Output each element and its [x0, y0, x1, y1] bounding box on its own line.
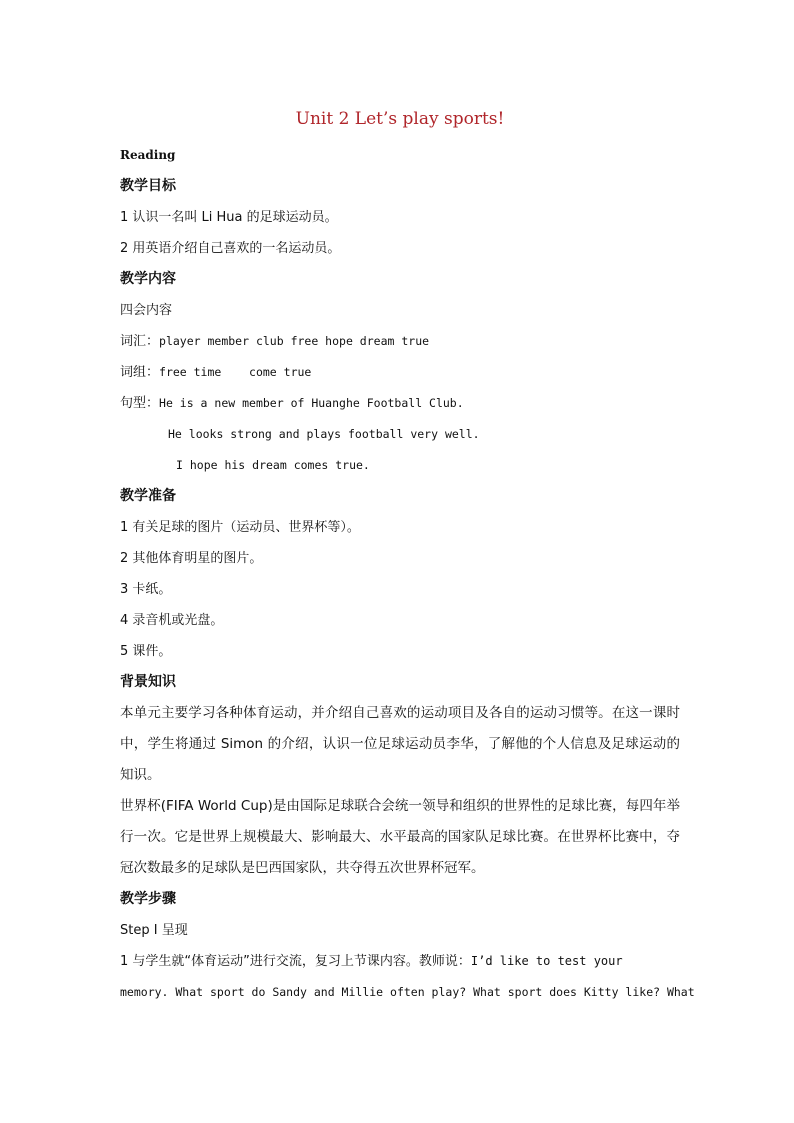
vocab-words: player member club free hope dream true	[159, 334, 430, 348]
vocab-label: 词汇：	[120, 334, 160, 349]
sentence-text: I hope his dream comes true.	[176, 458, 370, 472]
step-paragraph-line: memory. What sport do Sandy and Millie often play? What sport does Kitty like? What	[120, 985, 695, 999]
prep-item: 2 其他体育明星的图片。	[120, 551, 263, 566]
document-body	[120, 104, 695, 1008]
objectives-heading: 教学目标	[120, 178, 176, 194]
background-paragraph: 世界杯(FIFA World Cup)是由国际足球联合会统一领导和组织的世界性的足球比赛，每四年举行一次。它是世界上规模最大、影响最大、水平最高的国家队足球比赛。在世界杯比赛中，夺冠次数最多的足球队是巴西国家队，共夺得五次世界杯冠军。	[120, 798, 680, 876]
step-text-en: I’d like to test your	[470, 954, 623, 968]
content-heading: 教学内容	[120, 271, 176, 287]
step-text-cn: 1 与学生就“体育运动”进行交流，复习上节课内容。教师说：	[120, 954, 471, 969]
sentence-label: 句型：	[120, 396, 160, 411]
phrase-words: free time come true	[159, 365, 312, 379]
phrase-line	[120, 357, 680, 388]
prep-heading: 教学准备	[120, 488, 176, 504]
objective-item: 1 认识一名叫 Li Hua 的足球运动员。	[120, 210, 338, 225]
content-subheading: 四会内容	[120, 303, 173, 318]
phrase-label: 词组：	[120, 365, 160, 380]
sentence-text: He is a new member of Huanghe Football Club.	[159, 396, 464, 410]
page-title: Unit 2 Let’s play sports!	[295, 109, 505, 129]
sentence-text: He looks strong and plays football very well.	[168, 427, 480, 441]
section-label: Reading	[120, 148, 176, 162]
step-title: Step I 呈现	[120, 923, 188, 938]
steps-heading: 教学步骤	[120, 891, 176, 907]
prep-item: 1 有关足球的图片（运动员、世界杯等）。	[120, 520, 360, 535]
objective-item: 2 用英语介绍自己喜欢的一名运动员。	[120, 241, 341, 256]
prep-item: 4 录音机或光盘。	[120, 613, 224, 628]
step-paragraph-line	[120, 946, 680, 977]
prep-item: 3 卡纸。	[120, 582, 172, 597]
prep-item: 5 课件。	[120, 644, 172, 659]
background-heading: 背景知识	[120, 674, 176, 690]
vocab-line	[120, 326, 680, 357]
sentence-line	[120, 388, 680, 419]
background-paragraph: 本单元主要学习各种体育运动，并介绍自己喜欢的运动项目及各自的运动习惯等。在这一课时中，学生将通过 Simon 的介绍，认识一位足球运动员李华，了解他的个人信息及足球运动的知识。	[120, 705, 680, 783]
